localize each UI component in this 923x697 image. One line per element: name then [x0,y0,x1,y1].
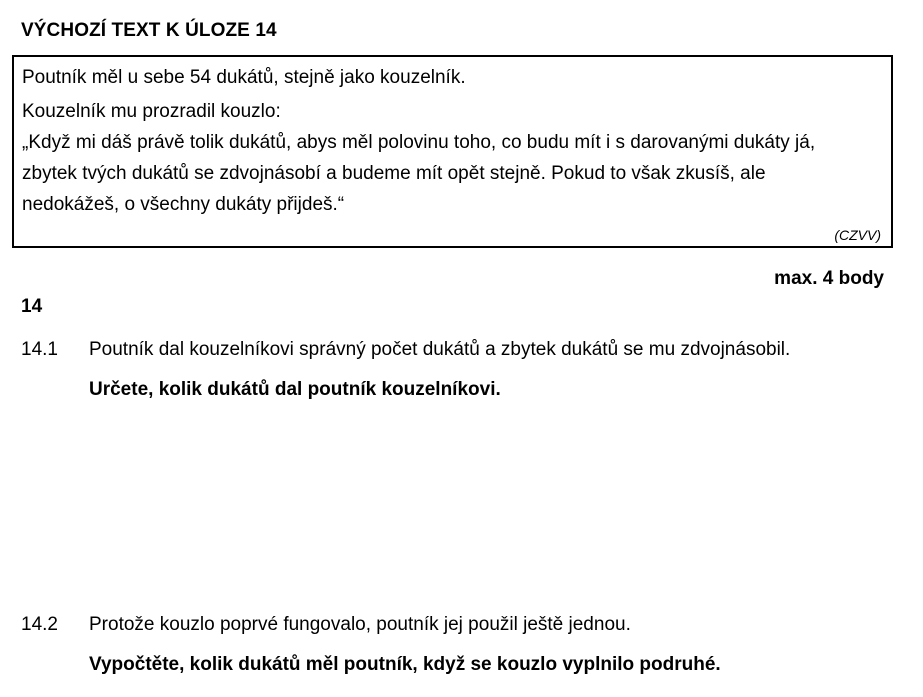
source-attribution: (CZVV) [834,227,881,243]
source-text-line: „Když mi dáš právě tolik dukátů, abys měl polovinu toho, co budu mít i s darovanými dukáty já, [22,132,816,153]
subtask-text: Protože kouzlo poprvé fungovalo, poutník jej použil ještě jednou. [89,614,631,635]
source-text-line: nedokážeš, o všechny dukáty přijdeš.“ [22,194,345,215]
source-text-line: Poutník měl u sebe 54 dukátů, stejně jako kouzelník. [22,67,466,88]
subtask-instruction: Určete, kolik dukátů dal poutník kouzelníkovi. [89,379,501,400]
task-number: 14 [21,296,43,317]
source-text-line: Kouzelník mu prozradil kouzlo: [22,101,281,122]
subtask-instruction: Vypočtěte, kolik dukátů měl poutník, když se kouzlo vyplnilo podruhé. [89,654,721,675]
subtask-text: Poutník dal kouzelníkovi správný počet dukátů a zbytek dukátů se mu zdvojnásobil. [89,339,791,360]
source-text-box [12,55,893,248]
subtask-number: 14.1 [21,339,58,360]
subtask-number: 14.2 [21,614,58,635]
section-heading: VÝCHOZÍ TEXT K ÚLOZE 14 [21,20,277,41]
source-text-line: zbytek tvých dukátů se zdvojnásobí a budeme mít opět stejně. Pokud to však zkusíš, ale [22,163,766,184]
max-points-label: max. 4 body [774,268,884,289]
